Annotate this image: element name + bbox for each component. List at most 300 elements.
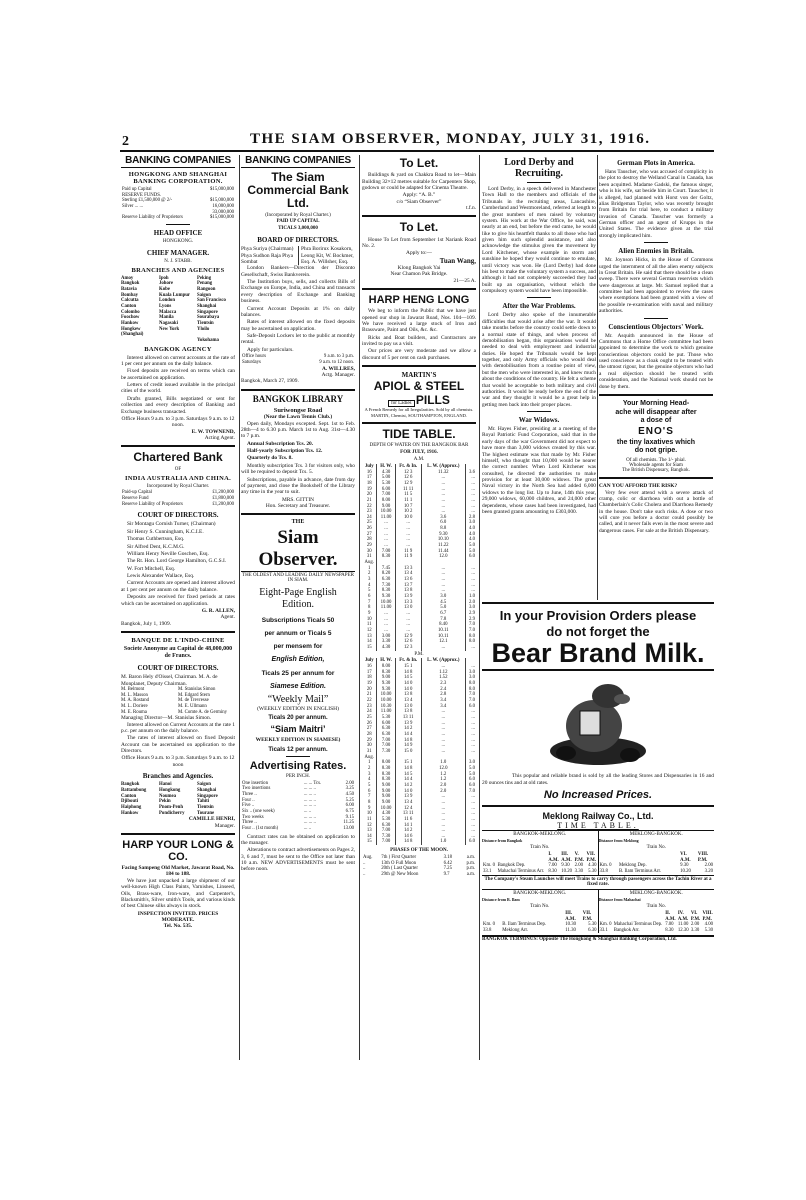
timetable-bangkok-meklong bbox=[482, 831, 599, 874]
table-cell: 2.4 bbox=[421, 687, 465, 693]
table-row bbox=[121, 215, 235, 221]
subscription-line: Siamese Edition. bbox=[269, 682, 327, 690]
table-cell: 8.30 bbox=[377, 670, 395, 676]
paragraph: Quarterly do Tcs. 8. bbox=[247, 455, 293, 462]
table-header-cell: A.M. bbox=[680, 857, 691, 863]
paragraph: Hans Tauscher, who was accused of complicity in the plot to destroy the Welland Canal in Canada, has been acquitted. Madame Gadski, the famous singer, who is his wife, sat beside him in Court. Tauscher, it is alleged, had planned with Horst von der Goltz, alias Bridgeman Taylor, who was recently brought from Britain for trial here, to conduct a military invasion of Canada. Tauscher was formerly a German officer and an agent of Krupps in the United States. The evidence given at the trial strongly implicated him. bbox=[599, 169, 713, 239]
to-let-advert bbox=[362, 221, 476, 284]
grid-item: M. E. Rouma bbox=[121, 709, 147, 715]
advert-title: To Let. bbox=[399, 156, 439, 170]
paragraph: Safe-Deposit Lockers let to the public at monthly rental. bbox=[241, 333, 355, 346]
advert-title: CAN YOU AFFORD THE RISK? bbox=[599, 483, 678, 490]
subscription-line: per mensem for bbox=[273, 642, 323, 650]
table-cell: ... bbox=[465, 749, 476, 755]
grid-item: Yokohama bbox=[197, 337, 219, 343]
table-cell: 23 bbox=[366, 703, 372, 709]
table-header-cell: VII. bbox=[586, 851, 595, 857]
distance-label: Distance from Mahachai bbox=[598, 897, 641, 903]
column-divider bbox=[239, 155, 240, 1060]
grid-item: Calcutta bbox=[121, 298, 139, 304]
grid-item: Tientsin bbox=[197, 320, 214, 326]
table-cell: 29 bbox=[366, 543, 372, 549]
table-cell: ... bbox=[421, 834, 465, 840]
distance-label: Distance from Meklong bbox=[598, 838, 639, 844]
table-cell: 12 6 bbox=[395, 475, 421, 481]
office-hours bbox=[241, 354, 355, 365]
train-no-label: Train No. bbox=[530, 845, 550, 851]
paragraph: Subscriptions, payable in advance, date from day of payment, and close the Bookshelf of the Library any time in the year to suit. bbox=[241, 476, 355, 496]
table-cell: 7.00 bbox=[377, 738, 395, 744]
table-cell: 13 8 bbox=[395, 709, 421, 715]
page-number: 2 bbox=[122, 134, 129, 149]
grid-item: Tourane bbox=[197, 810, 215, 816]
advert-body: Buildings & yard on Chakkra Road to let—Main Building 32×12 metres suitable for Carpenters Shop, godown or could be adapted for Cinema Theatre. bbox=[362, 172, 476, 191]
table-cell: 8.30 bbox=[665, 927, 674, 933]
table-cell: 10.00 bbox=[377, 600, 395, 606]
chairman: M. Baron Hely d'Oissel, Chairman. M. A. de Monplanet, Deputy Chairman. bbox=[121, 674, 218, 687]
table-cell: 4.30 bbox=[377, 470, 395, 476]
table-row bbox=[599, 869, 715, 875]
table-header-cell: L. W. (Approx.) bbox=[421, 658, 465, 664]
table-cell: 13 8 bbox=[395, 692, 421, 698]
table-cell: RESERVE FUNDS. bbox=[122, 192, 162, 198]
bank-name: The Siam Commercial Bank Ltd. bbox=[247, 170, 349, 211]
table-cell: 1.0 bbox=[421, 760, 465, 766]
court-of-directors: COURT OF DIRECTORS. bbox=[137, 511, 219, 520]
grid-item: M. E. Ullmann bbox=[178, 703, 207, 709]
table-cell: 14 2 bbox=[395, 783, 421, 789]
table-cell: 19 bbox=[366, 681, 372, 687]
table-header-cell: P.M. bbox=[574, 857, 585, 863]
table-cell: 14 5 bbox=[395, 675, 421, 681]
table-cell: 9 bbox=[368, 610, 371, 616]
table-header-cell: L. W. (Approx.) bbox=[421, 464, 465, 470]
table-cell: ... bbox=[465, 504, 476, 510]
table-cell: 3.0 bbox=[465, 520, 476, 526]
table-cell: 9.00 bbox=[377, 789, 395, 795]
table-cell: 11.00 bbox=[377, 709, 395, 715]
grid-item: Haiphong bbox=[121, 804, 142, 810]
table-cell: 7.00 bbox=[665, 922, 674, 928]
table-cell: 13 7 bbox=[395, 583, 421, 589]
table-cell: ... bbox=[377, 611, 395, 617]
table-cell: 13 4 bbox=[395, 698, 421, 704]
rates-note: Contract rates can be obtained on application to the manager. bbox=[241, 833, 355, 846]
table-cell: 2.0 bbox=[421, 783, 465, 789]
bank-capital: Societe Anonyme au Capital de 48,000,000 de Francs. bbox=[123, 646, 233, 660]
company-name: HARP HENG LONG bbox=[368, 294, 470, 307]
subscription-line: English Edition, bbox=[271, 655, 325, 663]
table-cell: 3.4 bbox=[421, 698, 465, 704]
chief-manager-name: N. J. STABB. bbox=[164, 258, 192, 264]
table-cell: 3.25 bbox=[345, 786, 354, 792]
table-cell: ... bbox=[421, 583, 465, 589]
table-cell: 3.30 bbox=[574, 868, 584, 874]
table-cell: 11.25 bbox=[343, 820, 354, 826]
table-cell: a.m. bbox=[466, 855, 475, 861]
table-cell: 15 0 bbox=[395, 749, 421, 755]
table-cell: ... bbox=[421, 475, 465, 481]
table-cell: Mahachai Terminus Arr. bbox=[497, 868, 545, 874]
table-cell: ... ... .. bbox=[303, 797, 316, 803]
table-cell: 31 bbox=[366, 748, 372, 754]
to-let-advert bbox=[362, 157, 476, 211]
head-office-city: HONGKONG. bbox=[162, 238, 194, 244]
table-header-cell: IV. bbox=[677, 910, 684, 916]
subscription-line: Ticals 25 per annum for bbox=[261, 669, 335, 677]
grid-item: Shanghai bbox=[197, 787, 217, 793]
table-header-cell: Ft. & In. bbox=[395, 464, 421, 470]
advert-tagline: INSPECTION INVITED. PRICES MODERATE. bbox=[137, 910, 219, 924]
table-cell: ... .. bbox=[303, 825, 312, 831]
table-cell: 4.0 bbox=[465, 537, 476, 543]
table-cell: 9.00 bbox=[377, 675, 395, 681]
grid-item: Penang bbox=[197, 281, 213, 287]
table-cell: 14 8 bbox=[395, 738, 421, 744]
table-cell: 1.0 bbox=[421, 839, 465, 845]
table-cell: 7.0 bbox=[465, 628, 476, 634]
table-cell: 9.00 bbox=[377, 783, 395, 789]
table-header-cell: VI. bbox=[680, 851, 687, 857]
table-cell: 8.0 bbox=[465, 687, 476, 693]
grid-item: Bangkok bbox=[121, 281, 140, 287]
table-cell: Meklong Arr. bbox=[502, 927, 529, 933]
table-cell: 12.0 bbox=[421, 554, 465, 560]
table-cell: ... bbox=[465, 823, 476, 829]
table-cell: 3.6 bbox=[421, 515, 465, 521]
table-cell: 11 11 bbox=[395, 487, 421, 493]
table-cell: 1 bbox=[368, 760, 371, 766]
table-cell: ... bbox=[377, 520, 395, 526]
table-cell: 7.30 bbox=[377, 749, 395, 755]
table-cell: ... bbox=[465, 732, 476, 738]
table-cell: 13 3 bbox=[395, 600, 421, 606]
tide-title: TIDE TABLE. bbox=[382, 427, 456, 442]
table-cell: 3.0 bbox=[421, 594, 465, 600]
table-cell: 4.0 bbox=[465, 526, 476, 532]
table-cell: 4.00 bbox=[704, 922, 713, 928]
table-cell: 7th ) First Quarter bbox=[381, 855, 417, 861]
table-header-cell: A.M. bbox=[561, 857, 572, 863]
table-cell: ... bbox=[377, 543, 395, 549]
table-cell: .. bbox=[363, 860, 366, 866]
table-cell: ... bbox=[377, 628, 395, 634]
grid-item: Tientsin bbox=[197, 804, 214, 810]
table-cell: 10.20 bbox=[561, 868, 573, 874]
table-cell: ... bbox=[421, 828, 465, 834]
article-headline: Conscientious Objectors' Work. bbox=[608, 322, 704, 331]
table-cell: 8 bbox=[368, 605, 371, 611]
table-cell: 7.0 bbox=[465, 622, 476, 628]
table-cell: 5.30 bbox=[588, 922, 597, 928]
table-cell: One insertion bbox=[242, 780, 268, 786]
table-cell: 5.0 bbox=[465, 549, 476, 555]
table-cell: 16 bbox=[366, 469, 372, 475]
table-cell: 9.00 bbox=[377, 504, 395, 510]
table-cell: 3.0 bbox=[465, 605, 476, 611]
library-name: BANGKOK LIBRARY bbox=[252, 393, 344, 404]
table-cell: 8.0 bbox=[465, 681, 476, 687]
table-cell: ... bbox=[421, 509, 465, 515]
table-cell: 9.7 bbox=[443, 871, 450, 877]
paragraph: Mr. Asquith announced in the House of Commons that a Home Office committee had been appointed to determine the work to which genuine conscientious objectors could be put. Those who used conscience as a cloak ought to be treated with the utmost rigour, but the genuine objectors who had a real objection should be treated with consideration, and the National work should not be done by them. bbox=[599, 332, 713, 390]
table-cell: ... bbox=[421, 566, 465, 572]
table-cell: ... bbox=[421, 645, 465, 651]
branch-list bbox=[121, 782, 235, 816]
table-cell: 6 bbox=[368, 594, 371, 600]
table-cell: 12 bbox=[366, 627, 372, 633]
table-cell: Bangkok Dep. bbox=[497, 863, 526, 869]
table-cell: 3.0 bbox=[465, 760, 476, 766]
bangkok-terminus bbox=[482, 935, 714, 943]
table-cell: 30 bbox=[366, 743, 372, 749]
table-cell: Office hours bbox=[242, 354, 267, 360]
library-location: (Near the Lawn Tennis Club.) bbox=[263, 414, 333, 421]
grid-item: Hongkew (Shanghai) bbox=[121, 326, 144, 338]
table-cell: 10.20 bbox=[680, 868, 691, 874]
table-cell: 12.30 bbox=[677, 927, 689, 933]
table-cell: ... bbox=[377, 617, 395, 623]
table-cell: 33,000,000 bbox=[212, 209, 234, 215]
table-cell: 7.30 bbox=[377, 834, 395, 840]
table-cell: 33.1 bbox=[599, 927, 608, 933]
table-cell: ... bbox=[421, 721, 465, 727]
table-cell: 5.0 bbox=[421, 605, 465, 611]
grid-item: New York bbox=[159, 326, 180, 332]
distance-label: Distance from Bangkok bbox=[482, 838, 523, 844]
capital-table bbox=[121, 187, 235, 221]
paragraph: William Henry Neville Goschen, Esq. bbox=[127, 550, 209, 557]
bear-brand-name: Bear Brand Milk. bbox=[482, 639, 714, 671]
table-row bbox=[599, 928, 715, 934]
table-cell: 7.00 bbox=[377, 743, 395, 749]
grid-item: Pondicherry bbox=[159, 810, 185, 816]
grid-item: Peking bbox=[197, 275, 212, 281]
chartered-bank-advert bbox=[121, 451, 235, 627]
subscription-line: per annum or Ticals 5 bbox=[264, 629, 332, 637]
advert-seller: Wholesale agents for Siam bbox=[629, 463, 683, 469]
table-cell: 21 bbox=[366, 692, 372, 698]
grid-item: Hankow bbox=[121, 810, 139, 816]
harp-heng-long-advert bbox=[362, 294, 476, 361]
contact-name: Tuan Wang, bbox=[439, 256, 476, 265]
chief-manager-label: CHIEF MANAGER. bbox=[146, 248, 210, 257]
paragraph: Deposits are received for fixed periods at rates which can be ascertained on application. bbox=[121, 594, 235, 607]
table-cell: 10.00 bbox=[377, 698, 395, 704]
grid-item: London bbox=[159, 298, 175, 304]
table-cell: ... bbox=[465, 726, 476, 732]
library-road: Suriwongse Road bbox=[273, 406, 323, 414]
martins-pills-advert bbox=[362, 371, 476, 418]
table-cell: ... ... .. bbox=[303, 791, 316, 797]
table-cell: 3.6 bbox=[465, 470, 476, 476]
table-cell: 7.00 bbox=[377, 839, 395, 845]
table-cell: 12 9 bbox=[395, 634, 421, 640]
incorporation: (Incorporated by Royal Charter.) bbox=[265, 212, 331, 218]
section-heading: BANKING COMPANIES bbox=[121, 155, 235, 168]
table-cell: 6.7 bbox=[421, 611, 465, 617]
advert-seller: Of all chemists. The 1/- phial. bbox=[626, 458, 686, 464]
signatory: E. W. TOWNEND, bbox=[191, 428, 235, 435]
table-row bbox=[482, 869, 598, 875]
table-cell: 11.30 bbox=[565, 927, 576, 933]
article-subheading: After the War Problems. bbox=[502, 302, 576, 311]
rates-title: Advertising Rates. bbox=[249, 759, 347, 772]
column-divider bbox=[359, 155, 360, 1060]
product-pills: PILLS bbox=[415, 393, 450, 408]
article-subheading: War Widows. bbox=[518, 416, 560, 424]
table-cell: 9.30 bbox=[377, 681, 395, 687]
table-cell: Two weeks bbox=[242, 814, 264, 820]
signatory: MRS. GITTIN bbox=[281, 496, 315, 503]
signatory: G. R. ALLEN, bbox=[201, 607, 235, 614]
table-cell: 20 bbox=[366, 492, 372, 498]
hsbc-advert bbox=[121, 171, 235, 441]
table-cell: 4.5 bbox=[421, 600, 465, 606]
grid-item: Batavia bbox=[121, 287, 137, 293]
director-list bbox=[121, 687, 235, 715]
bank-name: HONGKONG AND SHANGHAI BANKING CORPORATION. bbox=[128, 171, 228, 185]
table-cell: Four .. bbox=[242, 797, 255, 803]
table-cell: 12 6 bbox=[395, 639, 421, 645]
paragraph: Apply for particulars. bbox=[247, 346, 294, 353]
table-cell: Sterling £1,500,000 @ 2/- bbox=[122, 198, 173, 204]
table-row bbox=[599, 922, 715, 928]
table-cell: 2.00 bbox=[704, 863, 713, 869]
director-list: Phya Suriya (Chairman) Phya Sudhon Raja Phya Sombat bbox=[241, 246, 294, 265]
table-cell: .. bbox=[363, 866, 366, 872]
table-cell: 8.30 bbox=[377, 554, 395, 560]
table-header-cell: A.M. bbox=[677, 916, 689, 922]
office-hours: Office Hours 9 a.m. to 3 p.m. Saturdays 9 a.m. to 12 noon. bbox=[121, 415, 235, 429]
table-cell: 1.2 bbox=[421, 772, 465, 778]
table-cell: 8.40 bbox=[421, 622, 465, 628]
timetable-title: TIME TABLE. bbox=[557, 821, 639, 830]
advert-seller: The British Dispensary, Bangkok. bbox=[622, 468, 690, 474]
grid-item: Djibouti bbox=[121, 799, 139, 805]
table-cell: 8.30 bbox=[377, 777, 395, 783]
table-cell: ... bbox=[421, 487, 465, 493]
table-cell: ... bbox=[465, 498, 476, 504]
table-cell: Saturdays bbox=[242, 359, 261, 365]
table-cell: 15 1 bbox=[395, 760, 421, 766]
table-cell: 4.30 bbox=[377, 645, 395, 651]
table-cell: ... bbox=[465, 834, 476, 840]
table-cell: Aug. bbox=[364, 560, 374, 566]
table-cell: 8.00 bbox=[377, 664, 395, 670]
table-cell: 29th @ New Moon bbox=[381, 871, 419, 877]
dateline: Bangkok, July 1, 1909. bbox=[121, 620, 172, 627]
table-cell: .. bbox=[363, 871, 366, 877]
table-cell: 14 2 bbox=[395, 726, 421, 732]
paragraph: Interest allowed on current accounts at the rate of 1 per cent per annum on the daily balance. bbox=[121, 354, 235, 367]
table-cell: 5 bbox=[368, 782, 371, 788]
paragraph: Drafts granted, Bills negotiated or sent for collection and every description of Banking and Exchange business transacted. bbox=[121, 395, 235, 415]
grid-item: Ipoh bbox=[159, 275, 169, 281]
table-cell: 16,000,000 bbox=[212, 203, 234, 209]
table-cell: ... bbox=[421, 504, 465, 510]
article-body bbox=[599, 257, 713, 314]
advert-body: House To Let from September 1st Nariank Road No. 2. bbox=[362, 236, 476, 249]
article-body bbox=[599, 169, 713, 239]
advert-body: We have just unpacked a large shipment of our well-known High Class Paints, Varnishes, Linseed, Oils, Brass-ware, Iron-ware, and Carpenter's, Blacksmith's, Silver smith's Tools, and various kinds of best Chinese silks always in stock. bbox=[121, 877, 235, 910]
table-cell: 1 bbox=[368, 565, 371, 571]
table-cell: Paid-up Capital bbox=[122, 490, 152, 496]
table-cell: 16 bbox=[366, 664, 372, 670]
grid-item: Hongkong bbox=[159, 787, 181, 793]
table-cell: 3.0 bbox=[465, 670, 476, 676]
table-cell: 14 4 bbox=[395, 732, 421, 738]
brand-top: MARTIN'S bbox=[401, 371, 437, 380]
table-cell: 1.52 bbox=[421, 675, 465, 681]
table-cell: 7.25 bbox=[443, 866, 452, 872]
capital-table bbox=[121, 490, 235, 507]
table-cell: 13 bbox=[366, 828, 372, 834]
subscription-line: Subscriptions Ticals 50 bbox=[261, 616, 335, 624]
grid-item: Malacca bbox=[159, 309, 177, 315]
grid-item: Noumea bbox=[159, 793, 177, 799]
grid-item: Hankow bbox=[121, 320, 139, 326]
grid-item: Hanoi bbox=[159, 782, 172, 788]
grid-item: Kobe bbox=[159, 287, 170, 293]
article-headline: German Plots in America. bbox=[617, 159, 695, 167]
table-cell: 6.00 bbox=[345, 803, 354, 809]
table-cell: ... bbox=[465, 566, 476, 572]
table-cell: 14 0 bbox=[395, 681, 421, 687]
table-cell: 14 5 bbox=[395, 772, 421, 778]
telephone: Tel. No. 535. bbox=[163, 923, 193, 930]
table-cell: ... bbox=[421, 715, 465, 721]
table-cell: ... bbox=[421, 732, 465, 738]
table-cell: 8 bbox=[368, 799, 371, 805]
table-row bbox=[362, 839, 476, 845]
table-cell: ... bbox=[395, 526, 421, 532]
chamberlains-advert bbox=[599, 483, 713, 534]
siam-maitri-subtitle: WEEKLY EDITION IN SIAMESE) bbox=[255, 737, 341, 744]
table-cell: 8.30 bbox=[377, 588, 395, 594]
table-cell: 9.30 bbox=[377, 687, 395, 693]
table-cell: 8.30 bbox=[377, 772, 395, 778]
table-cell: ... ... .. bbox=[303, 786, 316, 792]
table-cell: 9.30 bbox=[377, 594, 395, 600]
board-of-directors: BOARD OF DIRECTORS. bbox=[257, 236, 339, 245]
table-cell: ... bbox=[465, 709, 476, 715]
table-cell: ... ... Tcs. bbox=[303, 780, 322, 786]
route-title: BANGKOK-MEKLONG. bbox=[513, 891, 567, 897]
table-cell: 17 bbox=[366, 475, 372, 481]
table-cell: 5.30 bbox=[704, 927, 713, 933]
director-list: Phra Borirux Kosakorn, Leong Kit, W. Bockmer, Esq. A. Willsher, Esq. bbox=[298, 246, 355, 265]
tide-subtitle: DEPTH OF WATER ON THE BANGKOK BAR bbox=[369, 443, 469, 449]
contact-address: Near Chamon Pak Bridge. bbox=[390, 271, 448, 278]
harp-your-long-advert bbox=[121, 839, 235, 930]
advert-body bbox=[121, 580, 235, 607]
table-cell: 8.0 bbox=[465, 634, 476, 640]
table-cell: Km. 0 bbox=[483, 863, 495, 869]
table-cell: £1,800,000 bbox=[212, 496, 234, 502]
table-cell: 14 9 bbox=[395, 743, 421, 749]
table-cell: 11.00 bbox=[377, 605, 395, 611]
table-cell: 6.30 bbox=[377, 726, 395, 732]
table-cell: 30 bbox=[366, 548, 372, 554]
table-cell: 6.0 bbox=[465, 554, 476, 560]
signatory-role: Hon. Secretary and Treasurer. bbox=[265, 503, 331, 510]
table-cell: ... bbox=[465, 817, 476, 823]
table-row bbox=[121, 502, 235, 508]
advert-body bbox=[121, 355, 235, 415]
table-cell: 7.0 bbox=[465, 698, 476, 704]
grid-item: Rangoon bbox=[197, 287, 216, 293]
